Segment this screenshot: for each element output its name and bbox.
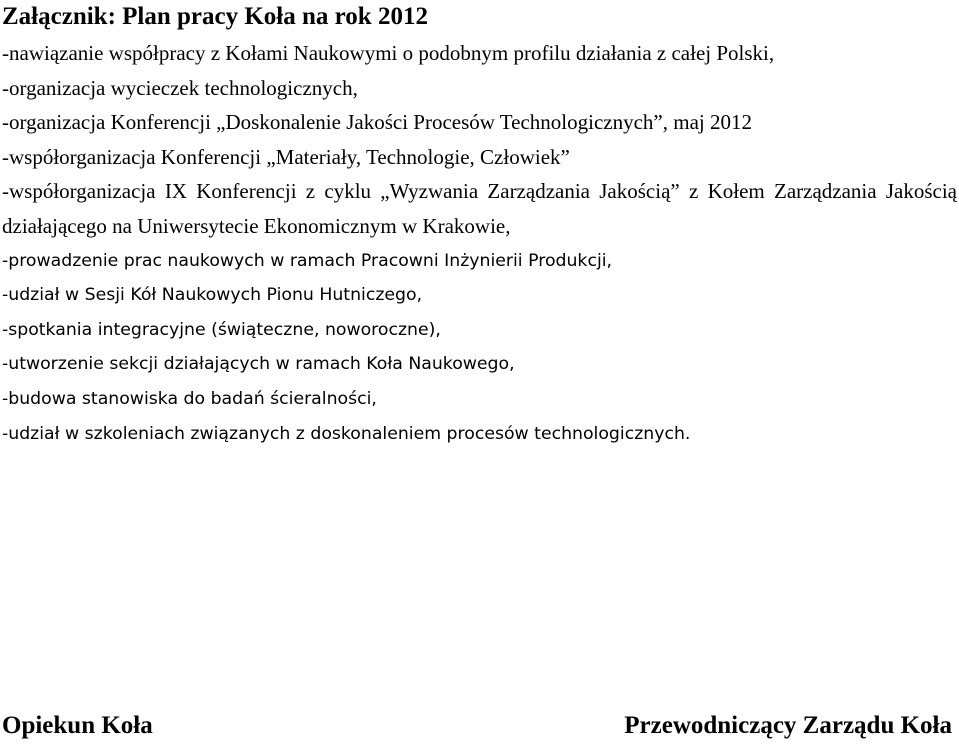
list-item: -współorganizacja Konferencji „Materiały, Technologie, Człowiek”	[2, 144, 570, 169]
plan-list	[2, 36, 957, 451]
list-item: -udział w Sesji Kół Naukowych Pionu Hutniczego,	[2, 285, 423, 306]
list-item: -nawiązanie współpracy z Kołami Naukowymi o podobnym profilu działania z całej Polski,	[2, 41, 775, 65]
document-title: Załącznik: Plan pracy Koła na rok 2012	[2, 3, 428, 30]
list-item: -utworzenie sekcji działających w ramach Koła Naukowego,	[2, 354, 515, 375]
list-item: -współorganizacja IX Konferencji z cyklu „Wyzwania Zarządzania Jakością” z Kołem Zarządzania Jakością działającego na Uniwersytecie Ekonomicznym w Krakowie,	[2, 179, 957, 238]
list-item: -budowa stanowiska do badań ścieralności,	[2, 388, 377, 409]
list-item: -prowadzenie prac naukowych w ramach Pracowni Inżynierii Produkcji,	[2, 250, 613, 271]
list-item: -udział w szkoleniach związanych z doskonaleniem procesów technologicznych.	[2, 423, 691, 444]
signature-board-chair: Przewodniczący Zarządu Koła	[624, 712, 952, 739]
list-item: -spotkania integracyjne (świąteczne, noworoczne),	[2, 319, 441, 340]
list-item: -organizacja wycieczek technologicznych,	[2, 75, 358, 100]
signature-supervisor: Opiekun Koła	[2, 712, 153, 739]
list-item: -organizacja Konferencji „Doskonalenie Jakości Procesów Technologicznych”, maj 2012	[2, 110, 752, 135]
